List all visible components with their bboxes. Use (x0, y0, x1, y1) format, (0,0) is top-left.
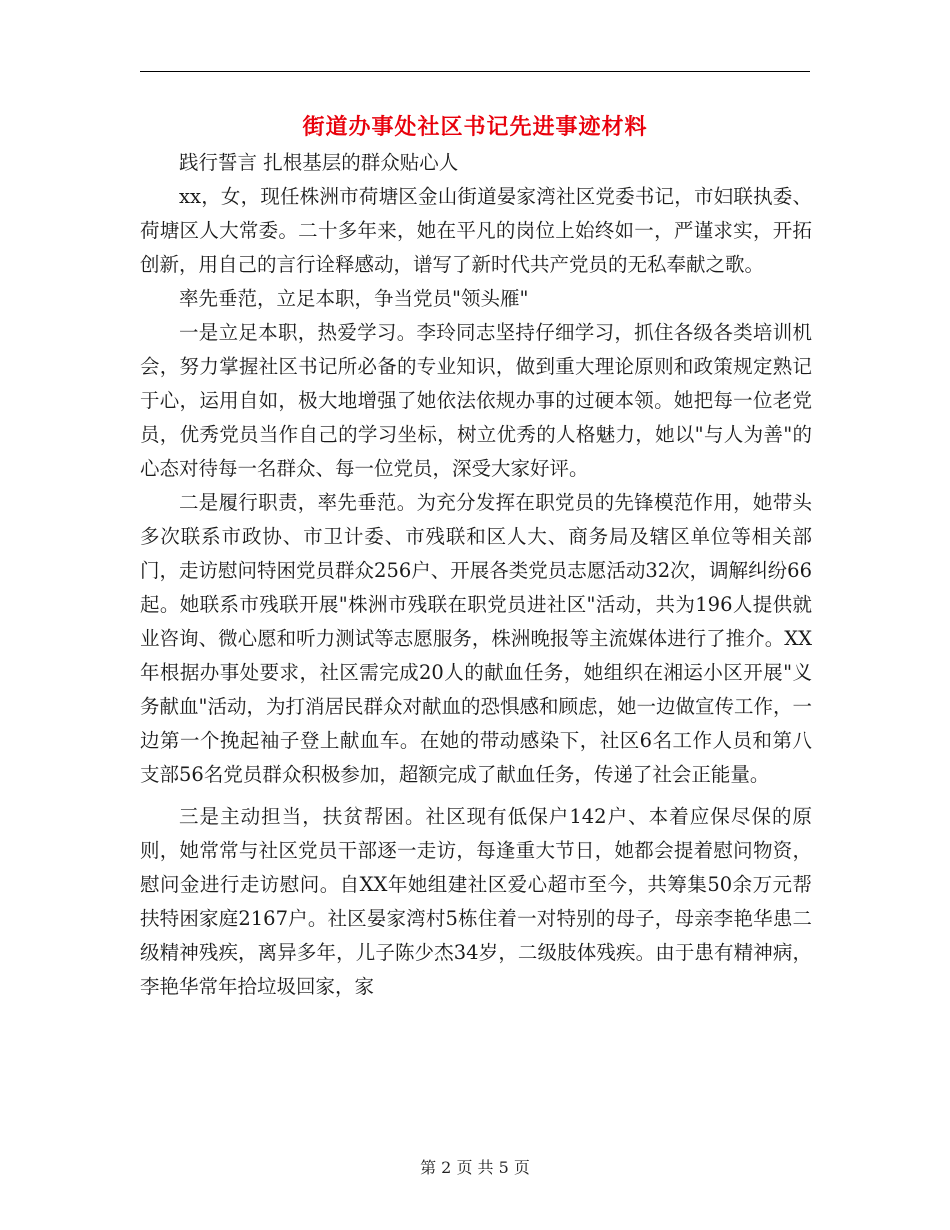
paragraph-subtitle: 践行誓言 扎根基层的群众贴心人 (179, 151, 459, 174)
page-number-footer: 第 2 页 共 5 页 (420, 1158, 530, 1177)
paragraph-point-one: 一是立足本职，热爱学习。李玲同志坚持仔细学习，抓住各级各类培训机会，努力掌握社区书记所必备的专业知识，做到重大理论原则和政策规定熟记于心，运用自如，极大地增强了她依法依规办事的过硬本领。她把每一位老党员，优秀党员当作自己的学习坐标，树立优秀的人格魅力，她以"与人为善"的心态对待每一名群众、每一位党员，深受大家好评。 (140, 321, 812, 480)
paragraph-section-heading: 率先垂范，立足本职，争当党员"领头雁" (179, 287, 529, 310)
document-body (140, 146, 812, 1004)
header-rule (140, 71, 810, 72)
paragraph-intro: xx，女，现任株洲市荷塘区金山街道晏家湾社区党委书记，市妇联执委、荷塘区人大常委。二十多年来，她在平凡的岗位上始终如一，严谨求实，开拓创新，用自己的言行诠释感动，谱写了新时代共产党员的无私奉献之歌。 (140, 185, 812, 276)
paragraph-point-three: 三是主动担当，扶贫帮困。社区现有低保户142户、本着应保尽保的原则，她常常与社区党员干部逐一走访，每逢重大节日，她都会提着慰问物资，慰问金进行走访慰问。自XX年她组建社区爱心超市至今，共筹集50余万元帮扶特困家庭2167户。社区晏家湾村5栋住着一对特别的母子，母亲李艳华患二级精神残疾，离异多年，儿子陈少杰34岁，二级肢体残疾。由于患有精神病，李艳华常年拾垃圾回家，家 (140, 805, 812, 998)
document-title: 街道办事处社区书记先进事迹材料 (302, 114, 648, 140)
paragraph-point-two: 二是履行职责，率先垂范。为充分发挥在职党员的先锋模范作用，她带头多次联系市政协、市卫计委、市残联和区人大、商务局及辖区单位等相关部门，走访慰问特困党员群众256户、开展各类党员志愿活动32次，调解纠纷66起。她联系市残联开展"株洲市残联在职党员进社区"活动，共为196人提供就业咨询、微心愿和听力测试等志愿服务，株洲晚报等主流媒体进行了推介。XX年根据办事处要求，社区需完成20人的献血任务，她组织在湘运小区开展"义务献血"活动，为打消居民群众对献血的恐惧感和顾虑，她一边做宣传工作，一边第一个挽起袖子登上献血车。在她的带动感染下，社区6名工作人员和第八支部56名党员群众积极参加，超额完成了献血任务，传递了社会正能量。 (140, 491, 812, 786)
